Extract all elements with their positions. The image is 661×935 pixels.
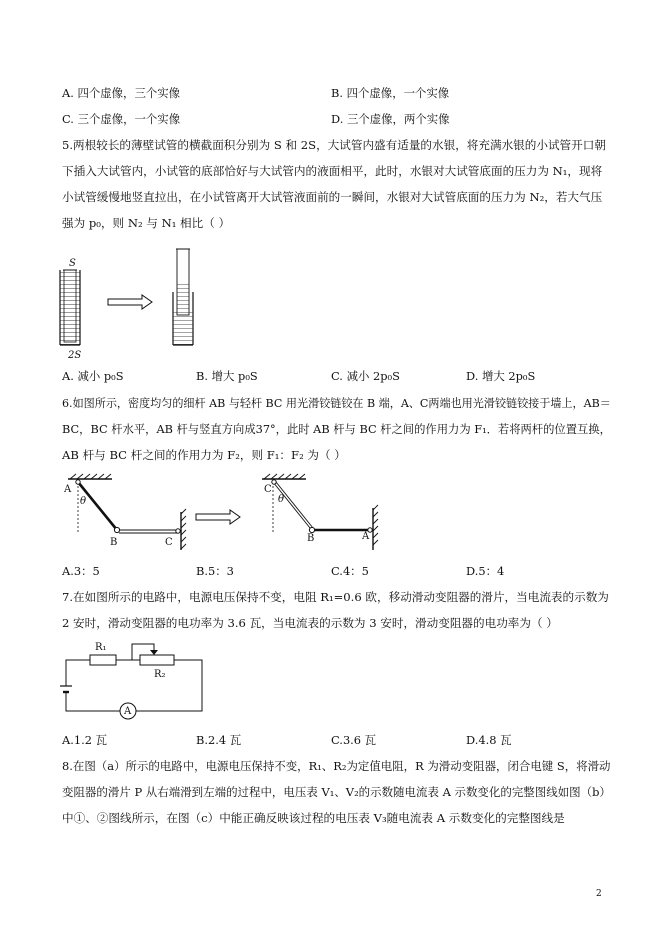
- q6-option-d: D.5：4: [466, 564, 505, 578]
- q5-option-b: B. 增大 p₀S: [196, 369, 258, 383]
- q4-option-c: C. 三个虚像，一个实像: [62, 112, 181, 126]
- q4-option-d: D. 三个虚像，两个实像: [331, 112, 450, 126]
- q7-option-a: A.1.2 瓦: [62, 733, 107, 747]
- q6-text-line-1: 6.如图所示，密度均匀的细杆 AB 与轻杆 BC 用光滑铰链铰在 B 端，A、C两端也用光滑铰链铰接于墙上，AB＝: [62, 396, 611, 410]
- q6-text-line-2: BC，BC 杆水平，AB 杆与竖直方向成37°，此时 AB 杆与 BC 杆之间的作用力为 F₁．若将两杆的位置互换，: [62, 422, 611, 436]
- q6-label-b-right: B: [307, 533, 315, 544]
- q7-label-r1: R₁: [95, 642, 107, 653]
- q4-option-b: B. 四个虚像，一个实像: [331, 86, 450, 100]
- q6-label-theta-left: θ: [80, 496, 87, 507]
- q5-option-d: D. 增大 2p₀S: [466, 369, 536, 383]
- q5-option-c: C. 减小 2p₀S: [331, 369, 400, 383]
- page-number: 2: [596, 889, 602, 899]
- q6-option-c: C.4：5: [331, 564, 369, 578]
- q7-option-d: D.4.8 瓦: [466, 733, 512, 747]
- q7-label-ammeter: A: [124, 706, 132, 717]
- q7-text-line-1: 7.在如图所示的电路中，电源电压保持不变，电阻 R₁=0.6 欧，移动滑动变阻器的滑片，当电流表的示数为: [62, 590, 609, 604]
- q6-text-line-3: AB 杆与 BC 杆之间的作用力为 F₂，则 F₁：F₂ 为（ ）: [62, 448, 346, 462]
- q4-option-a: A. 四个虚像，三个实像: [62, 86, 181, 100]
- q7-label-r2: R₂: [154, 669, 166, 680]
- q6-label-b-left: B: [110, 537, 118, 548]
- q7-text-line-2: 2 安时，滑动变阻器的电功率为 3.6 瓦，当电流表的示数为 3 安时，滑动变阻器的电功率为（ ）: [62, 616, 558, 630]
- q5-text-line-4: 强为 p₀，则 N₂ 与 N₁ 相比（ ）: [62, 216, 231, 230]
- q5-figure: [60, 244, 210, 364]
- q6-label-theta-right: θ: [278, 494, 285, 505]
- q6-label-c-right: C: [264, 484, 272, 495]
- q5-option-a: A. 减小 p₀S: [62, 369, 124, 383]
- q8-text-line-1: 8.在图（a）所示的电路中，电源电压保持不变，R₁、R₂为定值电阻，R 为滑动变阻器，闭合电键 S，将滑动: [62, 759, 611, 773]
- q5-figure-label-s: S: [69, 258, 76, 269]
- q6-option-b: B.5：3: [196, 564, 234, 578]
- q6-option-a: A.3：5: [62, 564, 100, 578]
- q5-figure-label-2s: 2S: [68, 350, 82, 361]
- q7-circuit: [60, 638, 220, 728]
- q5-text-line-1: 5.两根较长的薄壁试管的横截面积分别为 S 和 2S，大试管内盛有适量的水银，将充满水银的小试管开口朝: [62, 138, 606, 152]
- q7-option-c: C.3.6 瓦: [331, 733, 377, 747]
- q6-label-a-left: A: [64, 484, 72, 495]
- q8-text-line-2: 变阻器的滑片 P 从右端滑到左端的过程中，电压表 V₁、V₂的示数随电流表 A 示数变化的完整图线如图（b）: [62, 785, 611, 799]
- q5-text-line-3: 小试管缓慢地竖直拉出，在小试管离开大试管液面前的一瞬间，水银对大试管底面的压力为 N₂，若大气压: [62, 190, 603, 204]
- q8-text-line-3: 中①、②图线所示，在图（c）中能正确反映该过程的电压表 V₃随电流表 A 示数变化的完整图线是: [62, 811, 565, 825]
- q6-label-a-right: A: [362, 531, 370, 542]
- q6-label-c-left: C: [165, 537, 173, 548]
- q5-text-line-2: 下插入大试管内，小试管的底部恰好与大试管内的液面相平，此时，水银对大试管底面的压力为 N₁，现将: [62, 164, 603, 178]
- q7-option-b: B.2.4 瓦: [196, 733, 242, 747]
